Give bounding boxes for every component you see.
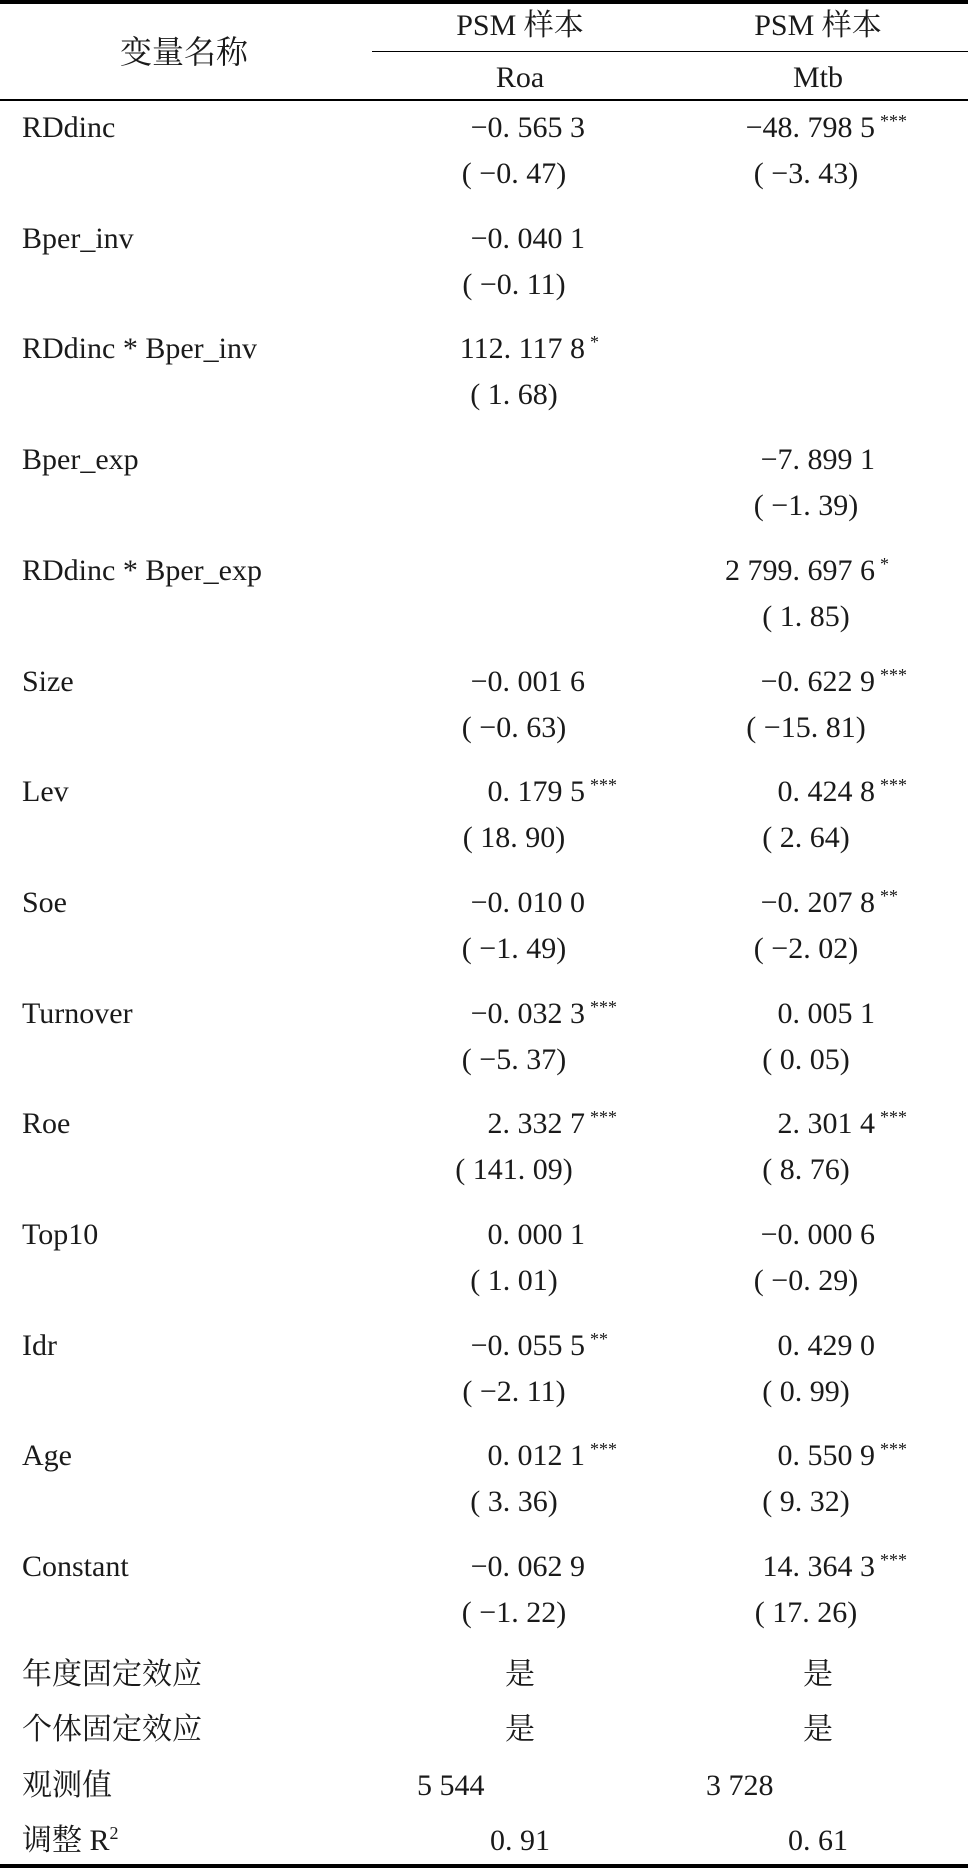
tstat-roa: ( −0. 11)	[462, 268, 566, 301]
row-label: RDdinc	[22, 111, 116, 144]
row-year-fe-mtb: 是	[803, 1658, 833, 1691]
sig-stars-mtb: **	[880, 886, 898, 906]
top-rule	[0, 0, 968, 4]
row-adj-r2-roa: 0. 91	[490, 1824, 550, 1857]
row-label: Lev	[22, 775, 69, 808]
coef-roa: −0. 062 9	[470, 1550, 585, 1583]
tstat-roa: ( 3. 36)	[470, 1485, 558, 1518]
sig-stars-mtb: ***	[880, 775, 907, 795]
coef-roa: 0. 179 5	[487, 775, 585, 808]
tstat-mtb: ( 9. 32)	[762, 1485, 850, 1518]
header-rule	[0, 99, 968, 101]
coef-mtb: 0. 424 8	[777, 775, 875, 808]
tstat-roa: ( −2. 11)	[462, 1375, 566, 1408]
sig-stars-roa: **	[590, 1329, 608, 1349]
row-label: Bper_exp	[22, 443, 139, 476]
coef-mtb: 2 799. 697 6	[725, 554, 875, 587]
tstat-roa: ( −0. 47)	[461, 157, 567, 190]
coef-mtb: 0. 429 0	[777, 1329, 875, 1362]
coef-mtb: −0. 207 8	[760, 886, 875, 919]
row-year-fe-roa: 是	[505, 1658, 535, 1691]
coef-roa: 2. 332 7	[487, 1107, 585, 1140]
sig-stars-roa: ***	[590, 1439, 617, 1459]
header-variable-name: 变量名称	[120, 34, 249, 70]
row-adj-r2-mtb: 0. 61	[788, 1824, 848, 1857]
coef-mtb: −0. 000 6	[760, 1218, 875, 1251]
coef-roa: −0. 040 1	[470, 222, 585, 255]
sig-stars-roa: ***	[590, 775, 617, 795]
tstat-roa: ( 141. 09)	[455, 1153, 573, 1186]
row-observations-roa: 5 544	[417, 1769, 485, 1802]
row-label: RDdinc * Bper_exp	[22, 554, 262, 587]
tstat-mtb: ( 0. 05)	[762, 1043, 850, 1076]
coef-roa: −0. 001 6	[470, 665, 585, 698]
row-firm-fe-roa: 是	[505, 1713, 535, 1746]
tstat-roa: ( 1. 01)	[470, 1264, 558, 1297]
header-group-2: PSM 样本	[754, 9, 882, 42]
row-label: Bper_inv	[22, 222, 134, 255]
coef-mtb: −48. 798 5	[745, 111, 875, 144]
tstat-roa: ( −1. 22)	[461, 1596, 567, 1629]
coef-mtb: 14. 364 3	[762, 1550, 875, 1583]
tstat-mtb: ( −15. 81)	[746, 711, 866, 744]
coef-mtb: −0. 622 9	[760, 665, 875, 698]
row-label: Idr	[22, 1329, 57, 1362]
tstat-mtb: ( 8. 76)	[762, 1153, 850, 1186]
row-label: Age	[22, 1439, 72, 1472]
sig-stars-roa: ***	[590, 997, 617, 1017]
coef-mtb: 0. 550 9	[777, 1439, 875, 1472]
sig-stars-roa: ***	[590, 1107, 617, 1127]
sig-stars-mtb: ***	[880, 1439, 907, 1459]
header-group-1: PSM 样本	[456, 9, 584, 42]
tstat-mtb: ( 1. 85)	[762, 600, 850, 633]
tstat-mtb: ( 2. 64)	[762, 821, 850, 854]
tstat-mtb: ( 17. 26)	[754, 1596, 858, 1629]
row-firm-fe-label: 个体固定效应	[22, 1713, 202, 1746]
row-label: Constant	[22, 1550, 129, 1583]
tstat-roa: ( −1. 49)	[461, 932, 567, 965]
tstat-mtb: ( −1. 39)	[753, 489, 859, 522]
tstat-roa: ( 1. 68)	[470, 378, 558, 411]
sig-stars-mtb: ***	[880, 665, 907, 685]
adj-r2-superscript: 2	[109, 1823, 119, 1843]
tstat-roa: ( −5. 37)	[461, 1043, 567, 1076]
row-label: RDdinc * Bper_inv	[22, 332, 257, 365]
coef-mtb: 2. 301 4	[777, 1107, 875, 1140]
coef-roa: −0. 010 0	[470, 886, 585, 919]
sig-stars-mtb: ***	[880, 1107, 907, 1127]
coef-roa: 0. 012 1	[487, 1439, 585, 1472]
sig-stars-mtb: ***	[880, 1550, 907, 1570]
row-label: Roe	[22, 1107, 71, 1140]
coef-roa: −0. 565 3	[470, 111, 585, 144]
sig-stars-mtb: ***	[880, 111, 907, 131]
tstat-mtb: ( −0. 29)	[753, 1264, 859, 1297]
header-subrule	[372, 51, 968, 52]
tstat-roa: ( −0. 63)	[461, 711, 567, 744]
row-adj-r2-label	[22, 1821, 119, 1861]
tstat-roa: ( 18. 90)	[462, 821, 566, 854]
row-year-fe-label: 年度固定效应	[22, 1658, 202, 1691]
row-label: Size	[22, 665, 74, 698]
header-model-mtb: Mtb	[792, 61, 843, 94]
tstat-mtb: ( 0. 99)	[762, 1375, 850, 1408]
coef-mtb: 0. 005 1	[777, 997, 875, 1030]
row-label: Top10	[22, 1218, 99, 1251]
coef-roa: −0. 055 5	[470, 1329, 585, 1362]
row-observations-mtb: 3 728	[706, 1769, 774, 1802]
bottom-rule	[0, 1864, 968, 1868]
sig-stars-mtb: *	[880, 554, 889, 574]
coef-roa: 0. 000 1	[487, 1218, 585, 1251]
adj-r2-text: 调整 R	[22, 1824, 110, 1857]
coef-roa: −0. 032 3	[470, 997, 585, 1030]
row-observations-label: 观测值	[22, 1769, 112, 1802]
coef-roa: 112. 117 8	[459, 332, 585, 365]
row-label: Soe	[22, 886, 67, 919]
tstat-mtb: ( −3. 43)	[753, 157, 859, 190]
sig-stars-roa: *	[590, 332, 599, 352]
row-firm-fe-mtb: 是	[803, 1713, 833, 1746]
row-label: Turnover	[22, 997, 133, 1030]
coef-mtb: −7. 899 1	[760, 443, 875, 476]
header-model-roa: Roa	[495, 61, 545, 94]
tstat-mtb: ( −2. 02)	[753, 932, 859, 965]
